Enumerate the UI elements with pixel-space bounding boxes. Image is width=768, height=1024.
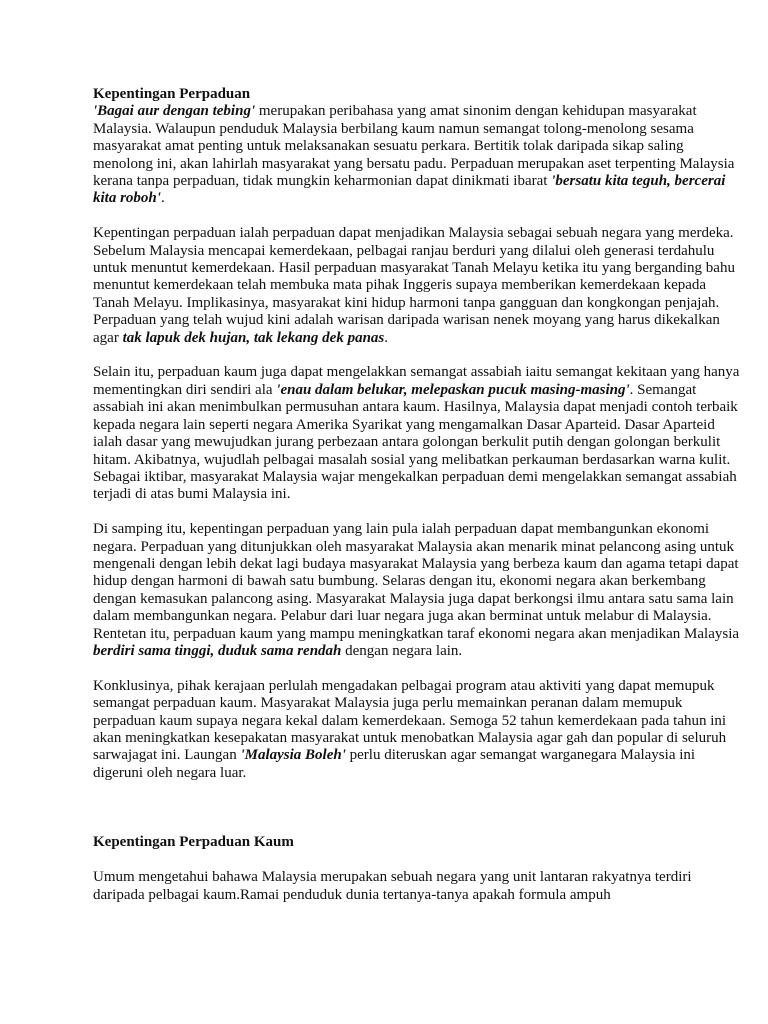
paragraph-assabiah: [93, 364, 743, 503]
paragraph-text: .: [384, 329, 389, 346]
paragraph-text: merupakan peribahasa yang amat sinonim dengan kehidupan masyarakat Malaysia. Walaupun penduduk Malaysia berbilang kaum namun semangat tolong-menolong sesama masyarakat amat penting untuk melaksanakan sesuatu perkara. Bertitik tolak daripada sikap saling menolong ini, akan lahirlah masyarakat yang bersatu padu. Perpaduan merupakan aset terpenting Malaysia kerana tanpa perpaduan, tidak mungkin keharmonian dapat dinikmati ibarat: [93, 103, 735, 190]
proverb-quote: 'Bagai aur dengan tebing': [93, 103, 256, 120]
proverb-quote: 'bersatu kita teguh, bercerai kita roboh': [93, 173, 726, 207]
paragraph-kemerdekaan: [93, 225, 743, 347]
paragraph-text: dengan negara lain.: [341, 642, 463, 659]
paragraph-text: Di samping itu, kepentingan perpaduan yang lain pula ialah perpaduan dapat membangunkan ekonomi negara. Perpaduan yang ditunjukkan oleh masyarakat Malaysia akan menarik minat pelancong asing untuk mengenali dengan lebih dekat lagi budaya masyarakat Malaysia yang berbeza kaum dan agama tetapi dapat hidup dengan harmoni di bawah satu bumbung. Selaras dengan itu, ekonomi negara akan berkembang dengan kemasukan palancong asing. Masyarakat Malaysia juga dapat berkongsi ilmu antara satu sama lain dalam membangunkan negara. Pelabur dari luar negara juga akan berminat untuk melabur di Malaysia. Rentetan itu, perpaduan kaum yang mampu meningkatkan taraf ekonomi negara akan menjadikan Malaysia: [93, 521, 740, 642]
section-heading-kepentingan-perpaduan: Kepentingan Perpaduan: [93, 86, 251, 102]
paragraph-konklusi: [93, 678, 743, 782]
proverb-quote: berdiri sama tinggi, duduk sama rendah: [93, 642, 342, 659]
paragraph-text: Kepentingan perpaduan ialah perpaduan dapat menjadikan Malaysia sebagai sebuah negara yang merdeka. Sebelum Malaysia mencapai kemerdekaan, pelbagai ranjau berduri yang dilalui oleh generasi terdahulu untuk menuntut kemerdekaan. Hasil perpaduan masyarakat Tanah Melayu ketika itu yang berganding bahu menuntut kemerdekaan telah membuka mata pihak Inggeris supaya memberikan kemerdekaan kepada Tanah Melayu. Implikasinya, masyarakat kini hidup harmoni tanpa gangguan dan kongkongan penjajah. Perpaduan yang telah wujud kini adalah warisan daripada warisan nenek moyang yang harus dikekalkan agar: [93, 225, 735, 346]
paragraph-text: Selain itu, perpaduan kaum juga dapat mengelakkan semangat assabiah iaitu semangat kekitaan yang hanya mementingkan diri sendiri ala: [93, 364, 740, 398]
section-spacer: [93, 800, 743, 835]
document-page: [93, 86, 743, 921]
paragraph-text: Konklusinya, pihak kerajaan perlulah mengadakan pelbagai program atau aktiviti yang dapat memupuk semangat perpaduan kaum. Masyarakat Malaysia juga perlu memainkan peranan dalam memupuk perpaduan kaum supaya negara kekal dalam kemerdekaan. Semoga 52 tahun kemerdekaan pada tahun ini akan meningkatkan kesepakatan masyarakat untuk menobatkan Malaysia agar gah dan popular di seluruh sarwajagat ini. Laungan: [93, 677, 727, 764]
section-heading-kepentingan-perpaduan-kaum: Kepentingan Perpaduan Kaum: [93, 834, 294, 851]
paragraph-text: .: [160, 190, 165, 207]
paragraph-umum: Umum mengetahui bahawa Malaysia merupakan sebuah negara yang unit lantaran rakyatnya terdiri daripada pelbagai kaum.Ramai penduduk dunia tertanya-tanya apakah formula ampuh: [93, 869, 692, 903]
paragraph-text: perlu diteruskan agar semangat warganegara Malaysia ini digeruni oleh negara luar.: [93, 747, 696, 781]
paragraph-ekonomi: [93, 521, 743, 660]
proverb-quote: tak lapuk dek hujan, tak lekang dek panas: [122, 329, 385, 346]
proverb-quote: 'enau dalam belukar, melepaskan pucuk masing-masing': [276, 381, 630, 398]
paragraph-intro: [93, 103, 743, 207]
proverb-quote: 'Malaysia Boleh': [240, 747, 346, 764]
paragraph-text: . Semangat assabiah ini akan menimbulkan permusuhan antara kaum. Hasilnya, Malaysia dapat menjadi contoh terbaik kepada negara lain seperti negara Amerika Syarikat yang mengamalkan Dasar Aparteid. Dasar Aparteid ialah dasar yang mewujudkan jurang perbezaan antara golongan berkulit putih dengan golongan berkulit hitam. Akibatnya, wujudlah pelbagai masalah sosial yang melibatkan perkauman berdasarkan warna kulit. Sebagai iktibar, masyarakat Malaysia wajar mengekalkan perpaduan demi mengelakkan semangat assabiah terjadi di atas bumi Malaysia ini.: [93, 381, 738, 503]
